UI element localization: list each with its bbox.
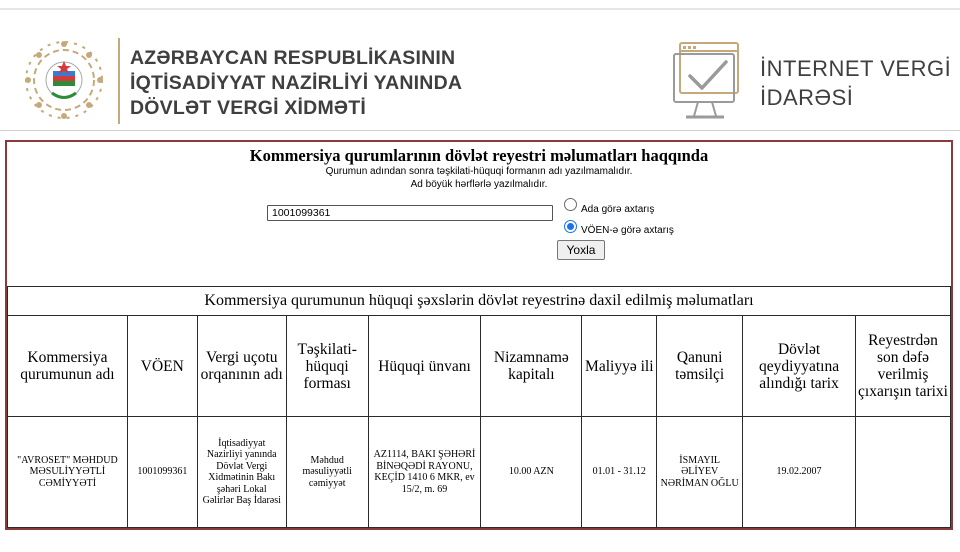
site-header bbox=[0, 10, 960, 128]
legal-address-cell: AZ1114, BAKI ŞƏHƏRİ BİNƏQƏDİ RAYONU, KEÇİD 1410 6 MKR, ev 15/2, m. 69 bbox=[368, 417, 481, 528]
check-button[interactable]: Yoxla bbox=[557, 240, 605, 260]
table-row bbox=[8, 417, 951, 528]
registration-date-cell: 19.02.2007 bbox=[743, 417, 856, 528]
column-header: Hüquqi ünvanı bbox=[368, 316, 481, 417]
azerbaijan-emblem-icon bbox=[22, 38, 106, 122]
header-divider bbox=[0, 130, 960, 131]
legal-form-cell: Məhdud məsuliyyətli cəmiyyət bbox=[286, 417, 368, 528]
search-by-name-radio[interactable] bbox=[564, 198, 577, 211]
column-header: Reyestrdən son dəfə verilmiş çıxarışın tarixi bbox=[856, 316, 951, 417]
tin-cell: 1001099361 bbox=[127, 417, 197, 528]
company-name-cell: "AVROSET" MƏHDUD MƏSULİYYƏTLİ CƏMİYYƏTİ bbox=[8, 417, 128, 528]
column-header: VÖEN bbox=[127, 316, 197, 417]
monitor-checkmark-icon bbox=[672, 40, 748, 122]
column-header: Qanuni təmsilçi bbox=[657, 316, 743, 417]
column-header: Maliyyə ili bbox=[582, 316, 657, 417]
header-separator bbox=[118, 38, 120, 124]
column-header: Nizamnamə kapitalı bbox=[481, 316, 582, 417]
service-line: İDARƏSİ bbox=[760, 85, 854, 110]
form-title: Kommersiya qurumlarının dövlət reyestri məlumatları haqqında bbox=[249, 146, 709, 165]
charter-capital-cell: 10.00 AZN bbox=[481, 417, 582, 528]
results-table bbox=[7, 286, 951, 528]
tax-authority-cell: İqtisadiyyat Nazirliyi yanında Dövlət Vergi Xidmətinin Bakı şəhəri Lokal Gəlirlər Baş İdarəsi bbox=[197, 417, 286, 528]
registry-panel bbox=[5, 140, 953, 530]
search-by-tin-radio[interactable] bbox=[564, 220, 577, 233]
last-extract-date-cell bbox=[856, 417, 951, 528]
instruction-note: Ad böyük hərflərlə yazılmalıdır. bbox=[410, 179, 548, 190]
search-input[interactable] bbox=[267, 205, 553, 221]
fiscal-year-cell: 01.01 - 31.12 bbox=[582, 417, 657, 528]
table-caption: Kommersiya qurumunun hüquqi şəxslərin dövlət reyestrinə daxil edilmiş məlumatları bbox=[8, 287, 951, 316]
search-by-tin-label[interactable]: VÖEN-ə görə axtarış bbox=[581, 225, 674, 236]
org-line: AZƏRBAYCAN RESPUBLİKASININ bbox=[130, 47, 456, 69]
column-header: Vergi uçotu orqanının adı bbox=[197, 316, 286, 417]
column-header: Təşkilati-hüquqi forması bbox=[286, 316, 368, 417]
org-line: DÖVLƏT VERGİ XİDMƏTİ bbox=[130, 97, 366, 119]
search-by-name-label[interactable]: Ada görə axtarış bbox=[581, 204, 655, 215]
column-header: Kommersiya qurumunun adı bbox=[8, 316, 128, 417]
instruction-note: Qurumun adından sonra təşkilati-hüquqi formanın adı yazılmamalıdır. bbox=[325, 166, 633, 177]
service-name bbox=[760, 54, 951, 112]
column-header: Dövlət qeydiyyatına alındığı tarix bbox=[743, 316, 856, 417]
service-line: İNTERNET VERGİ bbox=[760, 56, 952, 81]
org-line: İQTİSADİYYAT NAZİRLİYİ YANINDA bbox=[130, 72, 463, 94]
organization-name bbox=[130, 46, 462, 121]
table-header-row bbox=[8, 316, 951, 417]
legal-representative-cell: İSMAYIL ƏLİYEV NƏRİMAN OĞLU bbox=[657, 417, 743, 528]
